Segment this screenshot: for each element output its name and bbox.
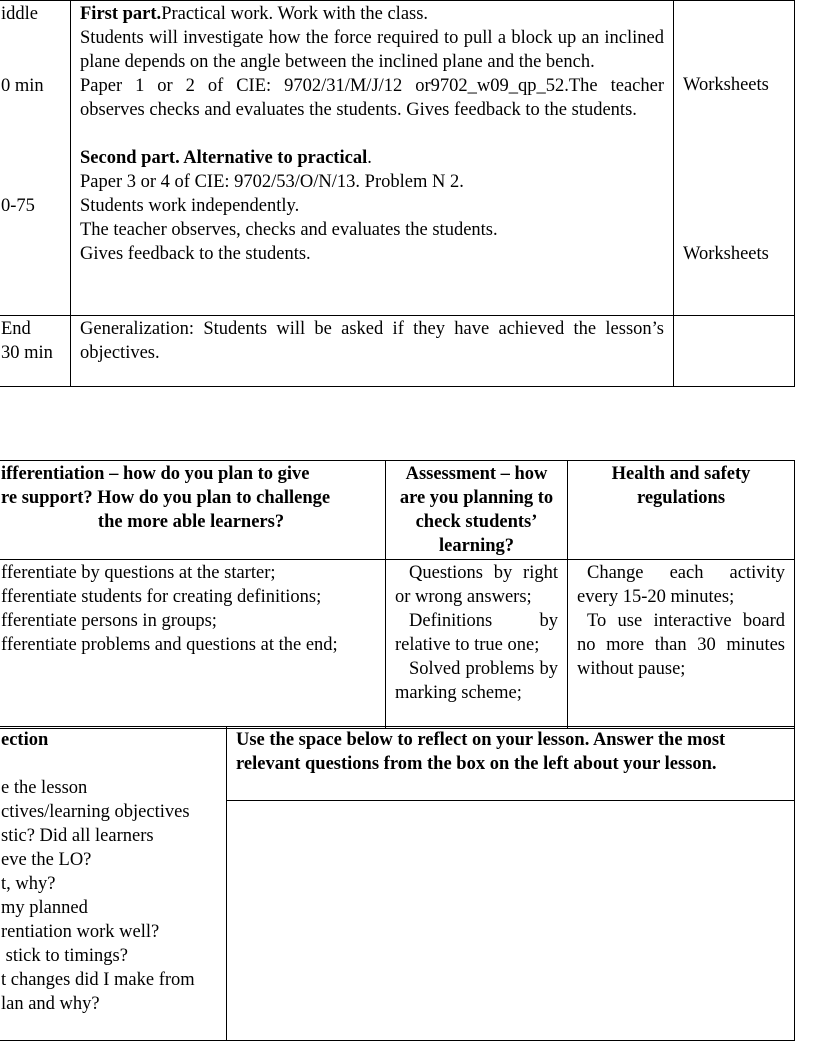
differentiation-item: fferentiate persons in groups; [1,611,217,631]
health-item: To use interactive board no more than 30 minutes without pause; [577,611,785,679]
assessment-header-text: Assessment – how are you planning to check students’ learning? [399,464,554,556]
second-part-paper: Paper 3 or 4 of CIE: 9702/53/O/N/13. Problem N 2. [80,172,464,192]
resources-empty-cell [674,316,795,387]
reflection-question: lan and why? [1,994,100,1014]
second-part-title-dot: . [367,148,372,168]
reflection-table [0,726,795,1041]
reflection-question: t changes did I make from [1,970,195,990]
stage-content-cell [71,1,674,316]
assessment-header [386,461,568,560]
stage-duration: 0 min [1,76,44,96]
reflection-question: stick to timings? [1,946,128,966]
stage-name: iddle [1,4,38,24]
reflection-title: ection [1,730,49,750]
reflection-questions-cell [0,727,227,1041]
second-part-title: Second part. Alternative to practical [80,148,368,168]
lesson-stages-table [0,0,795,387]
health-header-text: Health and safety regulations [611,464,751,508]
assessment-item: Definitions by relative to true one; [395,611,558,655]
reflection-question: my planned [1,898,88,918]
differentiation-item: fferentiate problems and questions at the end; [1,635,338,655]
stage-time-cell [0,1,71,316]
first-part-title: First part. [80,4,162,24]
first-part-paper: Paper 1 or 2 of CIE: 9702/31/M/J/12 or9702_w09_qp_52.The teacher observes checks and evaluates the students. Gives feedback to the students. [80,76,664,120]
health-header [568,461,795,560]
planning-header-row [0,461,795,560]
second-part-independent: Students work independently. [80,196,300,216]
stage-row-end [0,316,795,387]
stage-row-middle [0,1,795,316]
second-part-heading [80,146,664,170]
second-part-observes: The teacher observes, checks and evaluates the students. [80,220,498,240]
reflection-question: e the lesson [1,778,88,798]
end-time-cell [0,316,71,387]
reflection-question: stic? Did all learners [1,826,154,846]
generalization-cell [71,316,674,387]
reflection-answer-space[interactable] [227,801,795,1041]
health-item: Change each activity every 15-20 minutes; [577,563,785,607]
assessment-item: Questions by right or wrong answers; [395,563,558,607]
first-part-description: Students will investigate how the force required to pull a block up an inclined plane depends on the angle between the inclined plane and the bench. [80,28,664,72]
reflection-prompt: Use the space below to reflect on your lesson. Answer the most relevant questions from the box on the left about your lesson. [236,730,726,774]
reflection-prompt-cell [227,727,795,801]
reflection-question: t, why? [1,874,56,894]
differentiation-item: fferentiate by questions at the starter; [1,563,276,583]
assessment-cell [386,560,568,729]
differentiation-header-line2: re support? How do you plan to challenge [1,488,331,508]
reflection-question: eve the LO? [1,850,92,870]
generalization-text: Generalization: Students will be asked if they have achieved the lesson’s objectives. [80,319,664,363]
resources-second: Worksheets [683,244,769,264]
differentiation-header-line3: the more able learners? [97,512,285,532]
stage-end: End [1,319,31,339]
first-part-intro [80,2,664,26]
second-part-feedback: Gives feedback to the students. [80,244,311,264]
spacer [80,122,664,146]
reflection-question: rentiation work well? [1,922,160,942]
reflection-header-row [0,727,795,801]
differentiation-item: fferentiate students for creating definitions; [1,587,322,607]
stage-end-duration: 30 min [1,343,53,363]
reflection-question: ctives/learning objectives [1,802,190,822]
resources-cell [674,1,795,316]
resources-first: Worksheets [683,75,769,95]
first-part-subtitle: Practical work. Work with the class. [161,4,429,24]
planning-content-row [0,560,795,729]
differentiation-header [0,461,386,560]
stage-middle-label [1,2,61,314]
differentiation-cell [0,560,386,729]
stage-minutes: 0-75 [1,196,35,216]
assessment-item: Solved problems by marking scheme; [395,659,558,703]
planning-table [0,460,795,729]
differentiation-header-line1: ifferentiation – how do you plan to give [1,464,310,484]
health-cell [568,560,795,729]
